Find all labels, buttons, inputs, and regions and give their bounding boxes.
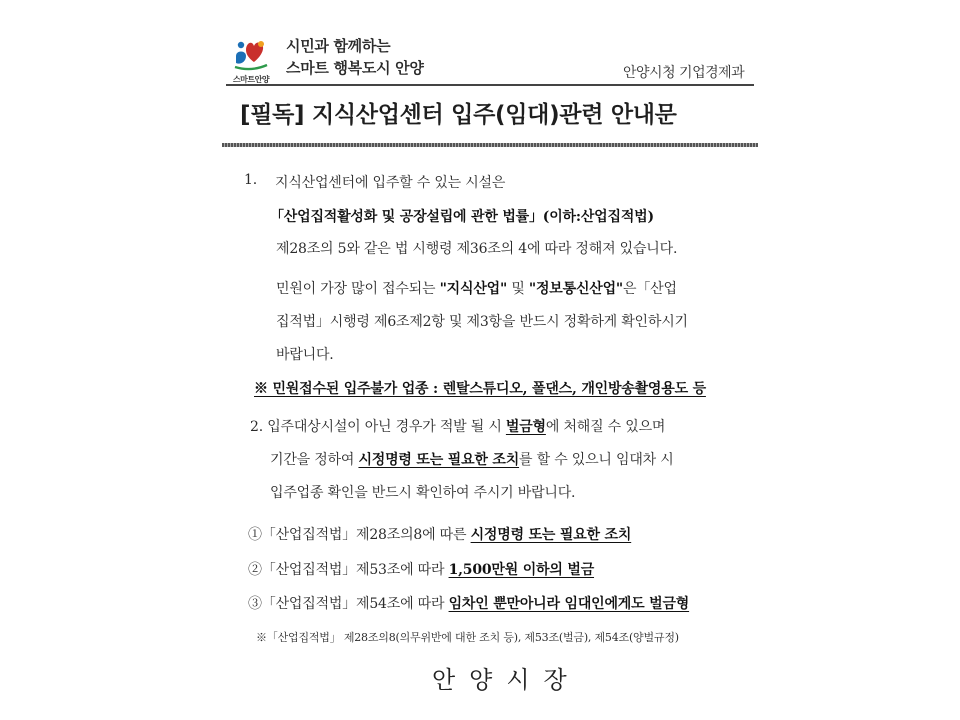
s2-l2-post: 를 할 수 있으니 임대차 시 — [519, 452, 674, 468]
p2-mid: 및 — [507, 281, 529, 297]
section-1-paragraph-2-line-3: 바랍니다. — [276, 347, 334, 363]
section-1-line-3: 제28조의 5와 같은 법 시행령 제36조의 4에 따라 정해져 있습니다. — [276, 241, 678, 257]
penalty-1-prefix: ①「산업집적법」제28조의8에 따른 — [248, 527, 471, 543]
penalty-item-1 — [248, 524, 631, 544]
s2-l1-post: 에 처해질 수 있으며 — [545, 419, 666, 435]
penalty-3-emphasis: 임차인 뿐만아니라 임대인에게도 벌금형 — [448, 596, 690, 612]
p2-ict-industry: "정보통신산업" — [528, 281, 624, 297]
penalty-1-emphasis: 시정명령 또는 필요한 조치 — [470, 527, 632, 543]
mayor-signature: 안양시장 — [432, 666, 581, 694]
s2-l1-pre: 2. 입주대상시설이 아닌 경우가 적발 될 시 — [250, 419, 506, 435]
p2-post: 은「산업 — [623, 281, 677, 297]
prohibited-business-notice: ※ 민원접수된 입주불가 업종 : 렌탈스튜디오, 폴댄스, 개인방송촬영용도 등 — [254, 381, 706, 397]
section-2-line-2 — [270, 449, 674, 469]
anyang-logo — [228, 34, 274, 84]
slogan-line-2: 스마트 행복도시 안양 — [286, 59, 424, 77]
title-divider — [222, 143, 758, 147]
section-2-line-1 — [250, 416, 665, 436]
section-2-line-3: 입주업종 확인을 반드시 확인하여 주시기 바랍니다. — [270, 485, 576, 501]
section-1-paragraph-2-line-1 — [276, 278, 677, 298]
legal-footnote: ※「산업집적법」 제28조의8(의무위반에 대한 조치 등), 제53조(벌금), 제54조(양벌규정) — [256, 631, 679, 644]
penalty-2-emphasis: 1,500만원 이하의 벌금 — [448, 562, 595, 578]
penalty-2-prefix: ②「산업집적법」제53조에 따라 — [248, 562, 449, 578]
p2-pre: 민원이 가장 많이 접수되는 — [276, 281, 440, 297]
slogan — [286, 35, 424, 79]
fine-penalty-emphasis: 벌금형 — [505, 419, 546, 435]
slogan-line-1: 시민과 함께하는 — [286, 37, 391, 55]
header-divider — [226, 84, 754, 86]
section-1-law-name: 「산업집적활성화 및 공장설립에 관한 법률」(이하:산업집적법) — [270, 209, 654, 225]
logo-caption: 스마트안양 — [232, 75, 270, 84]
corrective-order-emphasis: 시정명령 또는 필요한 조치 — [358, 452, 520, 468]
penalty-item-2 — [248, 559, 594, 579]
section-1-paragraph-2-line-2: 집적법」시행령 제6조제2항 및 제3항을 반드시 정확하게 확인하시기 — [276, 314, 688, 330]
penalty-3-prefix: ③「산업집적법」제54조에 따라 — [248, 596, 449, 612]
penalty-item-3 — [248, 593, 689, 613]
section-1-line-1: 지식산업센터에 입주할 수 있는 시설은 — [275, 175, 506, 191]
department-label: 안양시청 기업경제과 — [623, 65, 745, 81]
document-title: [필독] 지식산업센터 입주(임대)관련 안내문 — [240, 102, 677, 128]
smart-anyang-emblem-icon — [232, 34, 270, 72]
s2-l2-pre: 기간을 정하여 — [270, 452, 359, 468]
section-1-number: 1. — [244, 172, 257, 188]
p2-knowledge-industry: "지식산업" — [439, 281, 508, 297]
